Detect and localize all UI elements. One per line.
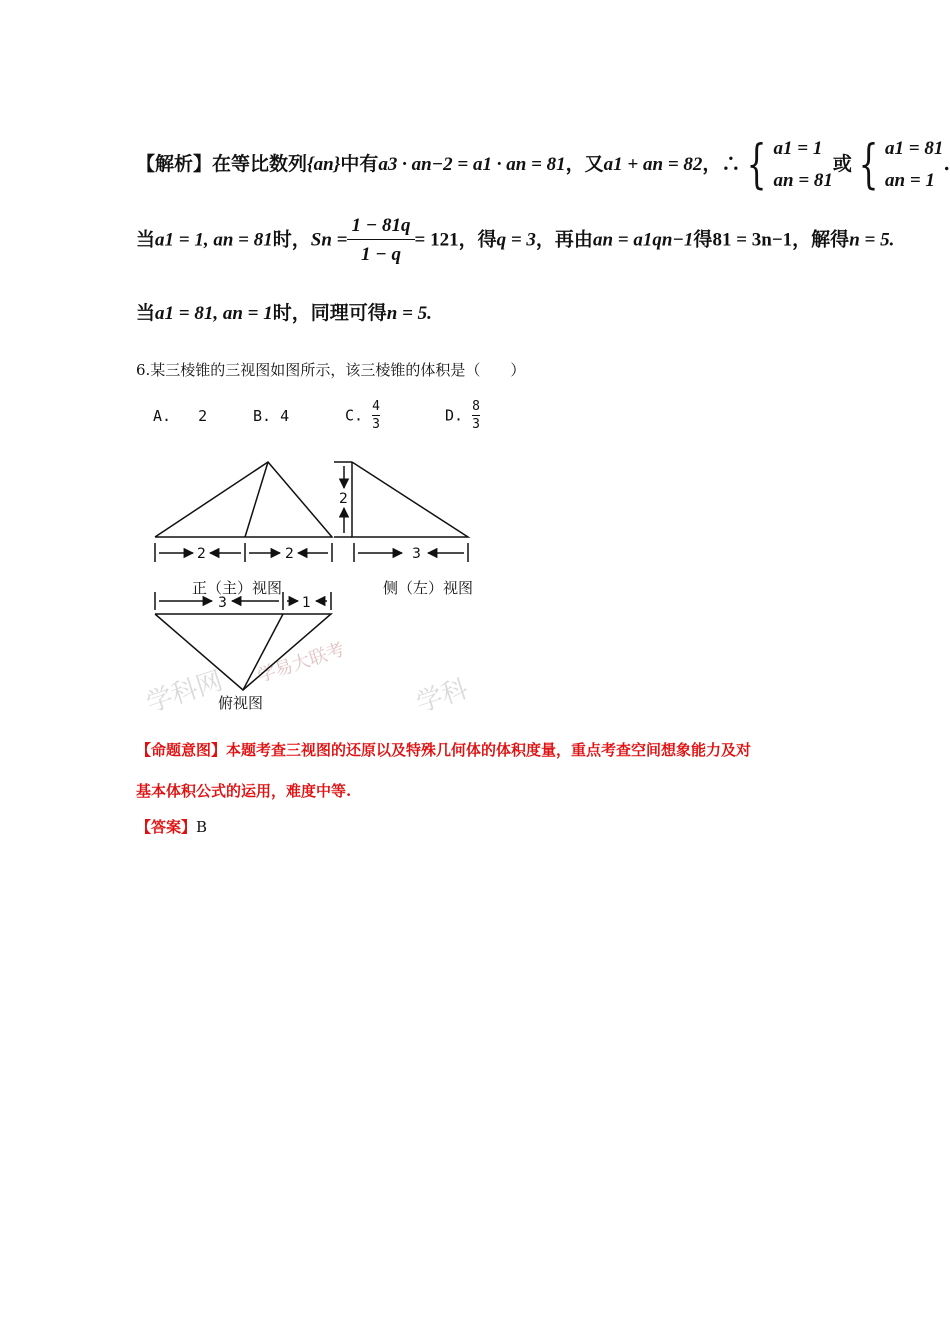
equation-system-2: {: [858, 135, 879, 195]
solution-tag: 【解析】: [136, 153, 213, 175]
option-value: 4: [280, 407, 290, 425]
solution-text: ，再由: [535, 228, 593, 251]
fraction-numerator: 4: [372, 399, 380, 414]
solution-text: 中有: [340, 153, 379, 175]
solution-text: ，又: [565, 153, 604, 175]
solution-text: 时，同理可得: [272, 302, 387, 324]
option-label: A.: [153, 407, 172, 425]
therefore-symbol: ，∴: [702, 153, 741, 175]
intent-line-1: [136, 739, 751, 760]
solution-text: 当: [136, 302, 156, 324]
solution-line-1: 【解析】在等比数列{an}中有a3 · an−2 = a1 · an = 81，又a1 + an = 82，∴ { a1 = 1 an = 81 或 { a1 = 81 an = 1 .: [136, 135, 950, 195]
equation: q = 3: [496, 229, 536, 251]
system-row: a1 = 81: [885, 138, 944, 159]
system-row: an = 81: [773, 170, 833, 191]
option-label: B.: [253, 407, 272, 425]
top-view-label: 俯视图: [218, 694, 264, 712]
sum-symbol: Sn =: [310, 229, 348, 251]
answer-line: [136, 816, 207, 837]
dimension-label: 2: [197, 546, 206, 562]
fraction-denominator: 1 − q: [360, 244, 401, 265]
system-row: an = 1: [885, 170, 935, 191]
side-view: [334, 462, 468, 562]
solution-text: ，得: [458, 228, 497, 251]
intent-line-2: 基本体积公式的运用，难度中等.: [136, 782, 352, 800]
condition: a1 = 1, an = 81: [155, 229, 273, 251]
dimension-label: 2: [339, 491, 348, 507]
condition: a1 = 81, an = 1: [155, 303, 273, 324]
equation: = 121: [414, 229, 459, 251]
equation: a1 + an = 82: [603, 154, 703, 175]
fraction-denominator: 3: [472, 417, 480, 432]
solution-text: 在等比数列: [212, 153, 308, 175]
equation: an = a1qn−1: [592, 229, 694, 251]
option-label: D.: [445, 406, 464, 425]
solution-text: ，解得: [792, 228, 850, 251]
answer-value: B: [196, 818, 208, 836]
solution-text: 当: [136, 228, 156, 251]
sequence-symbol: {an}: [307, 154, 341, 175]
dimension-label: 2: [285, 546, 294, 562]
front-view-label: 正（主）视图: [192, 579, 283, 597]
watermark: 学科: [412, 674, 472, 719]
solution-text: 时，: [272, 228, 311, 251]
answer-tag: 【答案】: [136, 818, 197, 836]
system-row: a1 = 1: [773, 138, 823, 159]
dimension-label: 3: [218, 595, 227, 611]
solution-text: 得: [693, 228, 713, 251]
fraction-numerator: 1 − 81q: [347, 215, 414, 240]
front-view: [155, 462, 332, 562]
equation: n = 5.: [849, 229, 895, 251]
option-value: 2: [198, 407, 208, 425]
fraction-numerator: 8: [472, 399, 480, 414]
dimension-label: 3: [412, 546, 421, 562]
dimension-label: 1: [302, 595, 311, 611]
option-label: C.: [345, 406, 364, 425]
equation: a3 · an−2 = a1 · an = 81: [378, 154, 566, 175]
equation: 81 = 3n−1: [712, 229, 793, 251]
question-stem: 6.某三棱锥的三视图如图所示，该三棱锥的体积是（ ）: [136, 361, 526, 379]
watermark: 学易大联考: [255, 638, 348, 687]
side-view-label: 侧（左）视图: [383, 579, 474, 597]
equation-system-1: {: [747, 135, 767, 195]
intent-text: 本题考查三视图的还原以及特殊几何体的体积度量，重点考查空间想象能力及对: [226, 741, 752, 759]
watermark: 学科网: [142, 666, 227, 719]
or-text: 或: [832, 153, 852, 175]
equation: n = 5.: [386, 303, 432, 324]
intent-tag: 【命题意图】: [136, 741, 227, 759]
fraction-denominator: 3: [372, 417, 380, 432]
